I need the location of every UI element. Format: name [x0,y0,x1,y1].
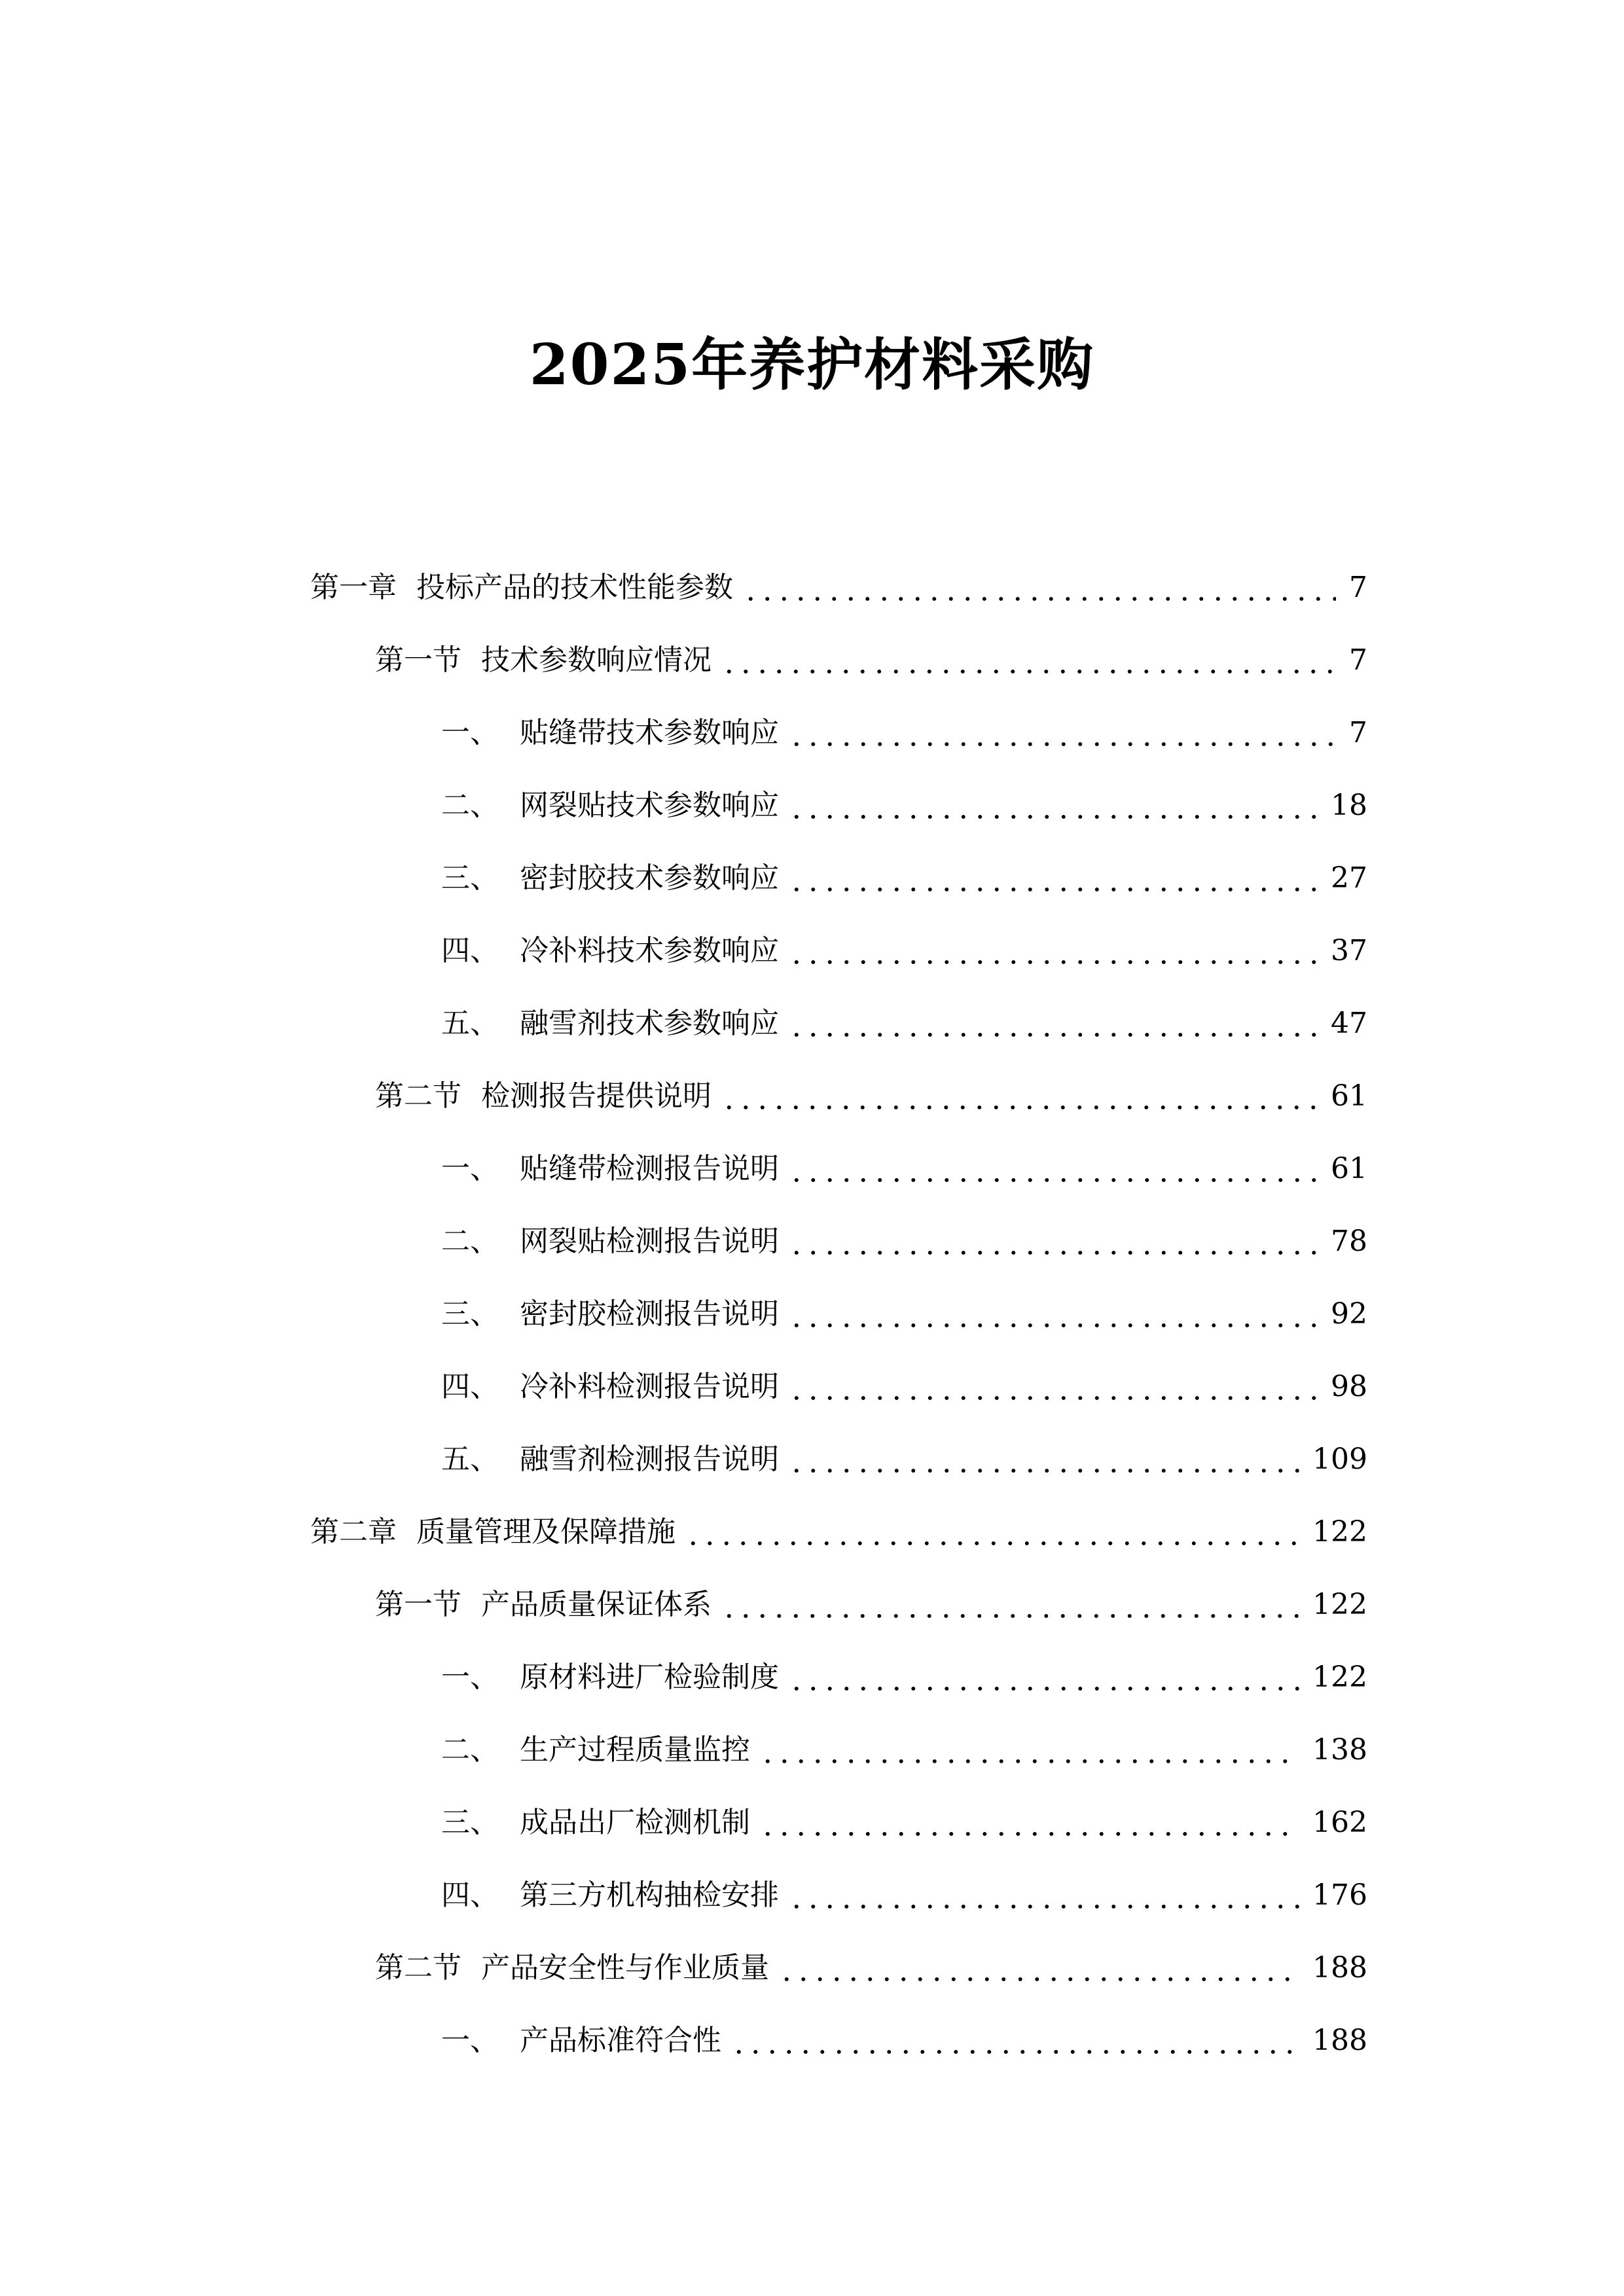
toc-entry-page: 92 [1331,1297,1367,1331]
toc-entry-number: 第二节 [375,1079,461,1113]
toc-dot-leader [788,1881,1299,1910]
toc-entry-title: 贴缝带技术参数响应 [520,716,779,749]
toc-entry[interactable] [441,1361,1367,1413]
toc-entry-number: 三、 [441,1806,499,1839]
toc-entry-title: 网裂贴检测报告说明 [520,1225,779,1258]
toc-entry[interactable] [441,707,1367,759]
toc-entry[interactable] [375,1579,1367,1631]
toc-entry-number: 一、 [441,1660,499,1694]
toc-entry-number: 第二章 [310,1515,397,1549]
toc-entry[interactable] [441,852,1367,905]
toc-dot-leader [731,2026,1299,2055]
toc-entry-number: 四、 [441,1370,499,1403]
toc-entry-page: 7 [1349,571,1367,604]
toc-entry-page: 98 [1331,1370,1367,1403]
toc-entry-title: 密封胶技术参数响应 [520,861,779,895]
toc-dot-leader [742,573,1336,602]
toc-entry-number: 二、 [441,1733,499,1767]
toc-entry[interactable] [441,1143,1367,1195]
toc-entry-title: 投标产品的技术性能参数 [416,571,733,604]
toc-entry-number: 三、 [441,1297,499,1331]
toc-entry-number: 四、 [441,1878,499,1912]
toc-entry-page: 188 [1312,2024,1367,2057]
toc-entry-title: 第三方机构抽检安排 [520,1878,779,1912]
toc-entry-page: 122 [1312,1660,1367,1694]
toc-entry-title: 成品出厂检测机制 [520,1806,750,1839]
toc-dot-leader [759,1808,1299,1837]
toc-entry-page: 61 [1331,1152,1367,1185]
toc-entry[interactable] [441,2015,1367,2067]
toc-entry[interactable] [441,1724,1367,1776]
toc-entry[interactable] [310,562,1367,614]
toc-dot-leader [788,1227,1318,1256]
toc-dot-leader [788,864,1318,893]
toc-entry[interactable] [441,1288,1367,1340]
toc-entry-number: 二、 [441,1225,499,1258]
toc-entry-title: 质量管理及保障措施 [416,1515,676,1549]
toc-entry-page: 122 [1312,1515,1367,1549]
toc-entry-title: 融雪剂技术参数响应 [520,1007,779,1040]
toc-entry-title: 技术参数响应情况 [481,643,712,677]
toc-entry-title: 产品安全性与作业质量 [481,1951,769,1984]
toc-entry-page: 37 [1331,934,1367,967]
toc-entry-number: 一、 [441,2024,499,2057]
toc-entry-title: 原材料进厂检验制度 [520,1660,779,1694]
toc-entry-number: 第一章 [310,571,397,604]
toc-entry-number: 第一节 [375,643,461,677]
toc-entry-number: 第二节 [375,1951,461,1984]
toc-entry-title: 产品质量保证体系 [481,1588,712,1621]
toc-dot-leader [721,646,1336,675]
toc-entry-number: 五、 [441,1007,499,1040]
toc-dot-leader [788,719,1336,747]
toc-entry-title: 冷补料技术参数响应 [520,934,779,967]
toc-entry[interactable] [310,1506,1367,1558]
toc-entry-title: 产品标准符合性 [520,2024,721,2057]
toc-entry[interactable] [441,925,1367,977]
toc-entry[interactable] [441,1433,1367,1486]
toc-entry-page: 188 [1312,1951,1367,1984]
toc-entry-title: 融雪剂检测报告说明 [520,1443,779,1476]
toc-entry-title: 生产过程质量监控 [520,1733,750,1767]
toc-entry-page: 122 [1312,1588,1367,1621]
toc-entry-number: 三、 [441,861,499,895]
toc-dot-leader [788,791,1318,820]
toc-entry-page: 7 [1349,716,1367,749]
toc-entry[interactable] [375,1070,1367,1122]
toc-entry-page: 27 [1331,861,1367,895]
toc-entry-title: 贴缝带检测报告说明 [520,1152,779,1185]
toc-entry[interactable] [441,1651,1367,1704]
toc-entry-title: 冷补料检测报告说明 [520,1370,779,1403]
toc-entry-number: 二、 [441,789,499,822]
document-title: 2025年养护材料采购 [529,332,1095,398]
toc-entry-page: 162 [1312,1806,1367,1839]
toc-entry-number: 一、 [441,1152,499,1185]
toc-entry-page: 176 [1312,1878,1367,1912]
toc-dot-leader [788,937,1318,965]
toc-dot-leader [788,1009,1318,1038]
toc-entry-number: 四、 [441,934,499,967]
toc-entry-page: 61 [1331,1079,1367,1113]
toc-entry[interactable] [441,997,1367,1050]
toc-entry-number: 第一节 [375,1588,461,1621]
toc-entry[interactable] [441,1869,1367,1922]
toc-dot-leader [778,1954,1299,1982]
toc-dot-leader [788,1155,1318,1183]
toc-entry-title: 检测报告提供说明 [481,1079,712,1113]
toc-dot-leader [788,1663,1299,1692]
toc-entry-page: 18 [1331,789,1367,822]
toc-entry-page: 78 [1331,1225,1367,1258]
toc-dot-leader [685,1518,1299,1547]
toc-entry-page: 47 [1331,1007,1367,1040]
toc-entry-title: 密封胶检测报告说明 [520,1297,779,1331]
toc-entry-page: 109 [1312,1443,1367,1476]
toc-entry-number: 一、 [441,716,499,749]
toc-entry[interactable] [441,780,1367,832]
toc-dot-leader [788,1300,1318,1329]
toc-dot-leader [788,1445,1299,1474]
toc-entry-number: 五、 [441,1443,499,1476]
toc-dot-leader [721,1590,1299,1619]
toc-entry-page: 138 [1312,1733,1367,1767]
toc-dot-leader [788,1372,1318,1401]
toc-entry[interactable] [441,1797,1367,1849]
toc-dot-leader [721,1082,1318,1111]
toc-entry[interactable] [375,1942,1367,1994]
toc-entry-page: 7 [1349,643,1367,677]
toc-entry[interactable] [441,1215,1367,1268]
toc-entry[interactable] [375,634,1367,687]
toc-dot-leader [759,1736,1299,1765]
toc-entry-title: 网裂贴技术参数响应 [520,789,779,822]
